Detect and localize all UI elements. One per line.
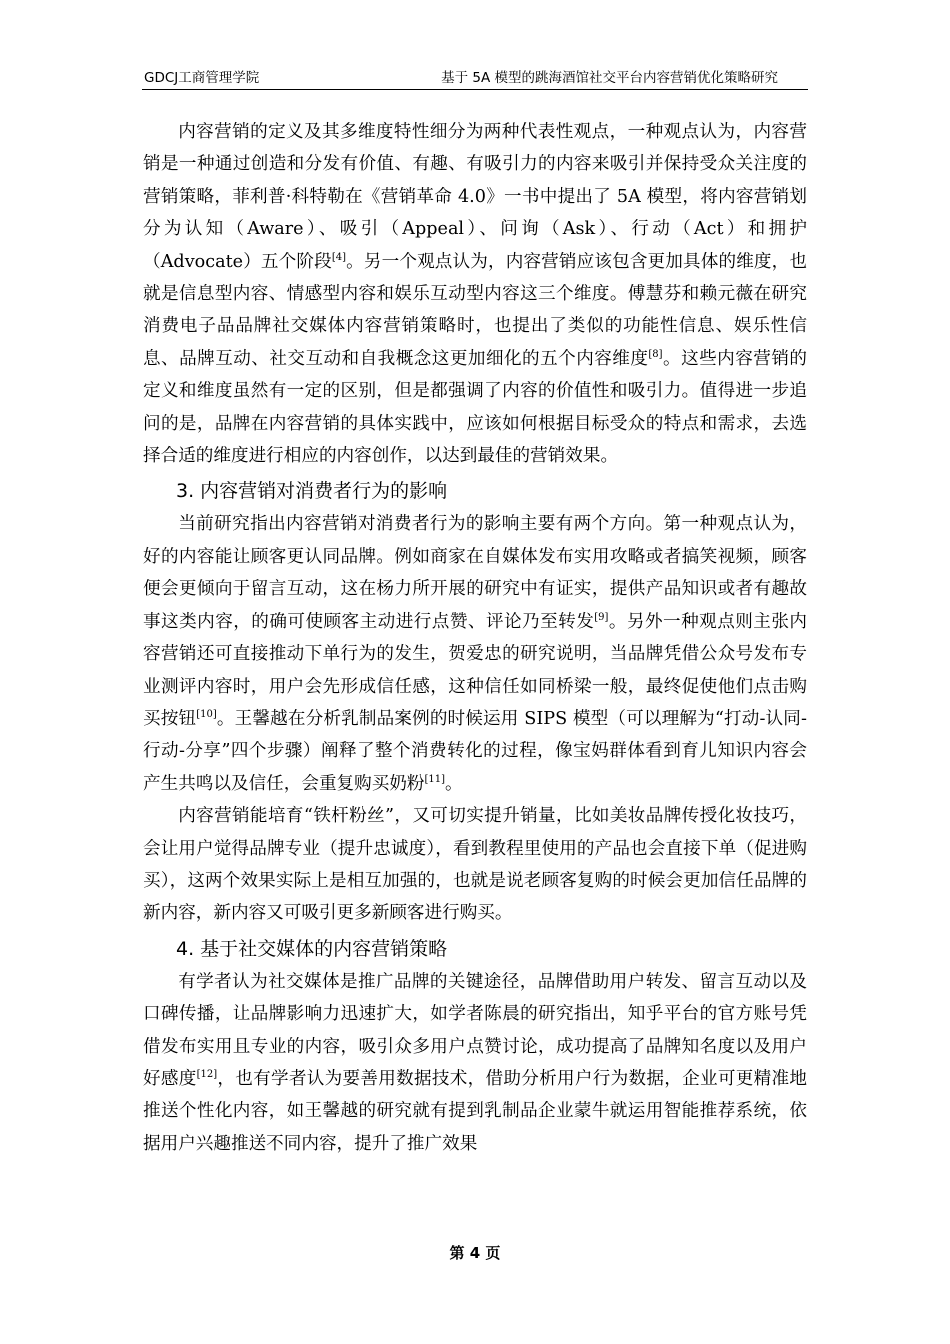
header-institution: GDCJ工商管理学院 [144, 70, 260, 86]
citation-ref: [11] [424, 773, 446, 785]
citation-ref: [12] [196, 1068, 218, 1080]
citation-ref: [10] [196, 708, 217, 720]
citation-ref: [8] [648, 348, 663, 360]
paragraph-social-media-strategy: 有学者认为社交媒体是推广品牌的关键途径，品牌借助用户转发、留言互动以及口碑传播，让品牌影响力迅速扩大，如学者陈晨的研究指出，知乎平台的官方账号凭借发布实用且专业的内容，吸引众多用户点赞讨论，成功提高了品牌知名度以及用户好感度[12]，也有学者认为要善用数据技术，借助分析用户行为数据，企业可更精准地推送个性化内容，如王馨越的研究就有提到乳制品企业蒙牛就运用智能推荐系统，依据用户兴趣推送不同内容，提升了推广效果 [143, 971, 807, 1154]
page-number: 第 4 页 [449, 1244, 501, 1262]
body-text [143, 116, 807, 1160]
citation-ref: [4] [331, 251, 347, 263]
citation-ref: [9] [594, 611, 609, 623]
paragraph-loyal-fans: 内容营销能培育“铁杆粉丝”，又可切实提升销量，比如美妆品牌传授化妆技巧，会让用户觉得品牌专业（提升忠诚度），看到教程里使用的产品也会直接下单（促进购买），这两个效果实际上是相互加强的，也就是说老顾客复购的时候会更加信任品牌的新内容，新内容又可吸引更多新顾客进行购买。 [143, 806, 807, 924]
paragraph-content-marketing-definition: 内容营销的定义及其多维度特性细分为两种代表性观点，一种观点认为，内容营销是一种通过创造和分发有价值、有趣、有吸引力的内容来吸引并保持受众关注度的营销策略，菲利普·科特勒在《营销革命 4.0》一书中提出了 5A 模型，将内容营销划分为认知（Aware）、吸引（Appeal）、问询（Ask）、行动（Act）和拥护（Advocate）五个阶段[4]。另一个观点认为，内容营销应该包含更加具体的维度，也就是信息型内容、情感型内容和娱乐互动型内容这三个维度。傅慧芬和赖元薇在研究消费电子品品牌社交媒体内容营销策略时，也提出了类似的功能性信息、娱乐性信息、品牌互动、社交互动和自我概念这更加细化的五个内容维度[8]。这些内容营销的定义和维度虽然有一定的区别，但是都强调了内容的价值性和吸引力。值得进一步追问的是，品牌在内容营销的具体实践中，应该如何根据目标受众的特点和需求，去选择合适的维度进行相应的内容创作，以达到最佳的营销效果。 [143, 122, 807, 467]
header-divider [142, 89, 808, 90]
running-header [142, 66, 808, 88]
section-heading-3: 3. 内容营销对消费者行为的影响 [176, 480, 448, 503]
paragraph-consumer-behavior: 当前研究指出内容营销对消费者行为的影响主要有两个方向。第一种观点认为，好的内容能让顾客更认同品牌。例如商家在自媒体发布实用攻略或者搞笑视频，顾客便会更倾向于留言互动，这在杨力所开展的研究中有证实，提供产品知识或者有趣故事这类内容，的确可使顾客主动进行点赞、评论乃至转发[9]。另外一种观点则主张内容营销还可直接推动下单行为的发生，贺爱忠的研究说明，当品牌凭借公众号发布专业测评内容时，用户会先形成信任感，这种信任如同桥梁一般，最终促使他们点击购买按钮[10]。王馨越在分析乳制品案例的时候运用 SIPS 模型（可以理解为“打动-认同-行动-分享”四个步骤）阐释了整个消费转化的过程，像宝妈群体看到育儿知识内容会产生共鸣以及信任，会重复购买奶粉[11]。 [143, 514, 807, 794]
section-heading-4: 4. 基于社交媒体的内容营销策略 [176, 937, 448, 960]
header-paper-title: 基于 5A 模型的跳海酒馆社交平台内容营销优化策略研究 [441, 70, 778, 86]
